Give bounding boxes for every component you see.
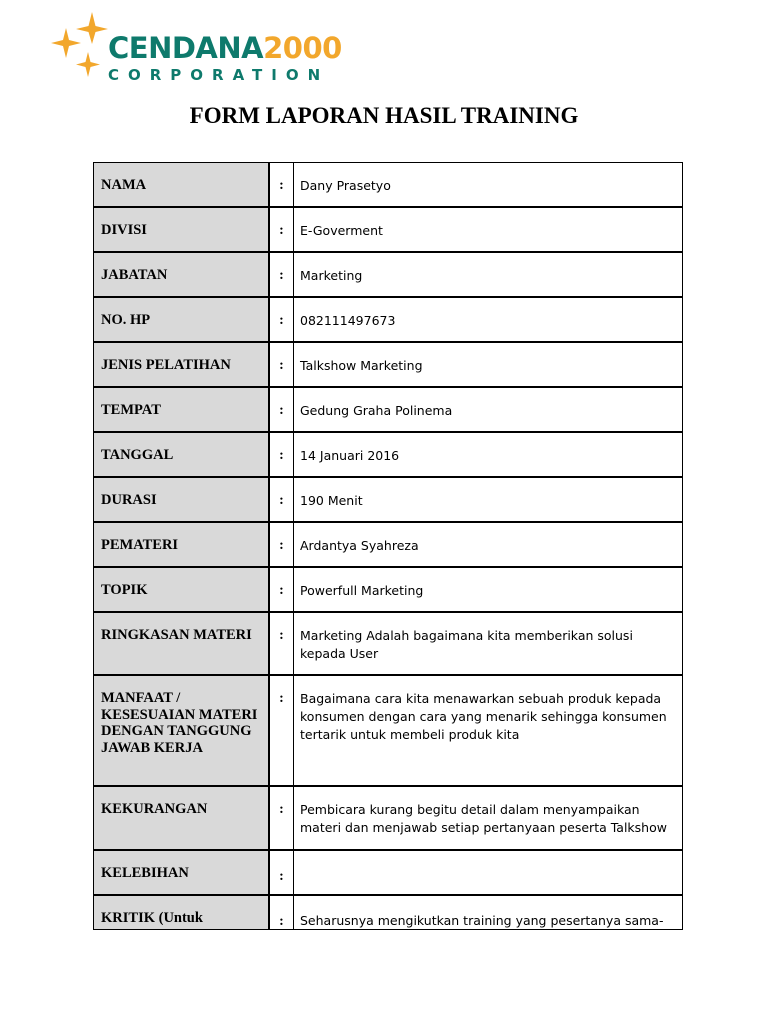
training-report-table [93, 162, 683, 930]
logo-subtitle: CORPORATION [108, 66, 330, 84]
colon-separator: : [270, 433, 294, 476]
table-row [94, 433, 682, 478]
field-label: KEKURANGAN [94, 787, 270, 849]
field-value [294, 851, 682, 894]
table-row [94, 343, 682, 388]
field-label: DIVISI [94, 208, 270, 251]
field-label: KELEBIHAN [94, 851, 270, 894]
field-label: JENIS PELATIHAN [94, 343, 270, 386]
field-value: Dany Prasetyo [300, 178, 391, 193]
field-value: 082111497673 [300, 313, 396, 328]
field-value: Ardantya Syahreza [300, 538, 419, 553]
field-value: Pembicara kurang begitu detail dalam menyampaikan materi dan menjawab setiap pertanyaan peserta Talkshow [300, 802, 667, 835]
colon-separator: : [270, 208, 294, 251]
table-row [94, 851, 682, 896]
colon-separator: : [270, 676, 294, 785]
table-row [94, 388, 682, 433]
colon-separator: : [270, 298, 294, 341]
field-label: JABATAN [94, 253, 270, 296]
field-value: Gedung Graha Polinema [300, 403, 453, 418]
colon-separator: : [270, 343, 294, 386]
form-title: FORM LAPORAN HASIL TRAINING [189, 103, 579, 128]
colon-separator: : [270, 478, 294, 521]
field-value: 14 Januari 2016 [300, 448, 400, 463]
field-value: E-Goverment [300, 223, 383, 238]
table-row [94, 478, 682, 523]
colon-separator: : [270, 253, 294, 296]
field-label: DURASI [94, 478, 270, 521]
field-value: Powerfull Marketing [300, 583, 424, 598]
table-row [94, 613, 682, 676]
field-label: MANFAAT / KESESUAIAN MATERI DENGAN TANGGUNG JAWAB KERJA [94, 676, 270, 785]
table-row [94, 208, 682, 253]
field-value: Marketing Adalah bagaimana kita memberikan solusi kepada User [300, 628, 633, 661]
field-label: TEMPAT [94, 388, 270, 431]
table-row [94, 298, 682, 343]
field-value: Marketing [300, 268, 363, 283]
colon-separator: : [270, 388, 294, 431]
field-label: TOPIK [94, 568, 270, 611]
colon-separator: : [270, 613, 294, 674]
table-row [94, 568, 682, 613]
field-label: TANGGAL [94, 433, 270, 476]
colon-separator: : [270, 851, 294, 894]
field-value: Talkshow Marketing [300, 358, 423, 373]
company-logo [48, 10, 348, 88]
field-value: 190 Menit [300, 493, 363, 508]
table-row [94, 676, 682, 787]
colon-separator: : [270, 896, 294, 930]
colon-separator: : [270, 163, 294, 206]
field-label: NO. HP [94, 298, 270, 341]
logo-wordmark: CENDANA2000 [108, 31, 342, 65]
colon-separator: : [270, 523, 294, 566]
table-row [94, 787, 682, 851]
field-label: KRITIK (Untuk [94, 896, 270, 930]
table-row [94, 163, 682, 208]
table-row [94, 896, 682, 930]
field-label: PEMATERI [94, 523, 270, 566]
colon-separator: : [270, 568, 294, 611]
star-icon [48, 10, 110, 82]
field-value: Bagaimana cara kita menawarkan sebuah produk kepada konsumen dengan cara yang menarik sehingga konsumen tertarik untuk membeli produk kita [300, 691, 667, 742]
field-label: RINGKASAN MATERI [94, 613, 270, 674]
table-row [94, 523, 682, 568]
table-row [94, 253, 682, 298]
colon-separator: : [270, 787, 294, 849]
field-value: Seharusnya mengikutkan training yang pesertanya sama- [300, 913, 664, 928]
field-label: NAMA [94, 163, 270, 206]
